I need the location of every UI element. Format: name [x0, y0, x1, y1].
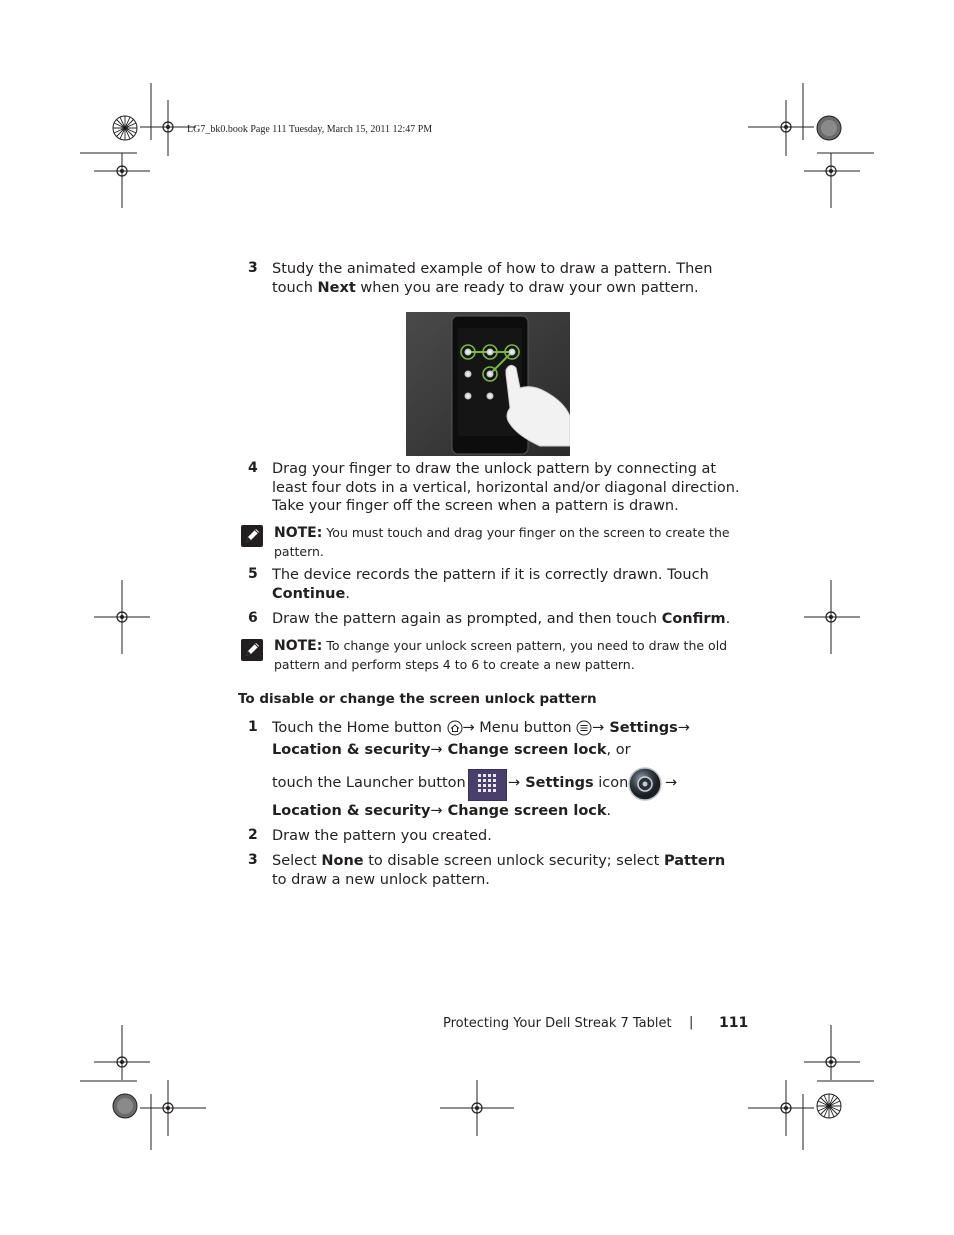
step-text: Drag your finger to draw the unlock pattern by connecting at least four dots in a vertical, horizontal and/or diagonal direction. Take your finger off the screen when a pattern is drawn. — [272, 461, 740, 514]
step-text: Study the animated example of how to draw a pattern. Then touch Next when you are ready to draw your own pattern. — [272, 261, 713, 296]
step-number: 1 — [248, 719, 258, 735]
step-text: → — [665, 775, 678, 791]
step-text: Touch the Home button → Menu button → Settings→ — [272, 720, 690, 736]
settings-icon — [627, 766, 663, 802]
home-icon — [447, 720, 463, 736]
footer-title: Protecting Your Dell Streak 7 Tablet — [443, 1016, 672, 1031]
step-text: Draw the pattern again as prompted, and then touch Confirm. — [272, 611, 731, 627]
step-number: 6 — [248, 610, 258, 626]
book-info-header: LG7_bk0.book Page 111 Tuesday, March 15, 2011 12:47 PM — [187, 124, 433, 135]
note-pencil-icon — [241, 639, 263, 661]
step-text: Draw the pattern you created. — [272, 828, 492, 844]
step-text: Location & security→ Change screen lock, or — [272, 742, 631, 758]
step-number: 2 — [248, 827, 258, 843]
step-text: → Settings icon — [508, 775, 629, 791]
step-text: The device records the pattern if it is correctly drawn. Touch Continue. — [272, 567, 709, 602]
note-pencil-icon — [241, 525, 263, 547]
section-subheading: To disable or change the screen unlock pattern — [238, 691, 597, 707]
menu-icon — [576, 720, 592, 736]
pattern-example-image — [406, 312, 570, 456]
step-text: Select None to disable screen unlock security; select Pattern to draw a new unlock pattern. — [272, 853, 726, 888]
step-number: 3 — [248, 852, 258, 868]
step-number: 4 — [248, 460, 258, 476]
page-number: 111 — [719, 1015, 749, 1031]
step-number: 5 — [248, 566, 258, 582]
step-text: Location & security→ Change screen lock. — [272, 803, 612, 819]
note-text: NOTE: To change your unlock screen pattern, you need to draw the old pattern and perform steps 4 to 6 to create a new pattern. — [274, 638, 728, 672]
launcher-icon — [468, 769, 507, 801]
step-text: touch the Launcher button — [272, 775, 466, 791]
note-text: NOTE: You must touch and drag your finger on the screen to create the pattern. — [274, 525, 730, 559]
step-number: 3 — [248, 260, 258, 276]
registration-mark-icon — [113, 116, 137, 140]
footer-separator: | — [689, 1015, 694, 1030]
